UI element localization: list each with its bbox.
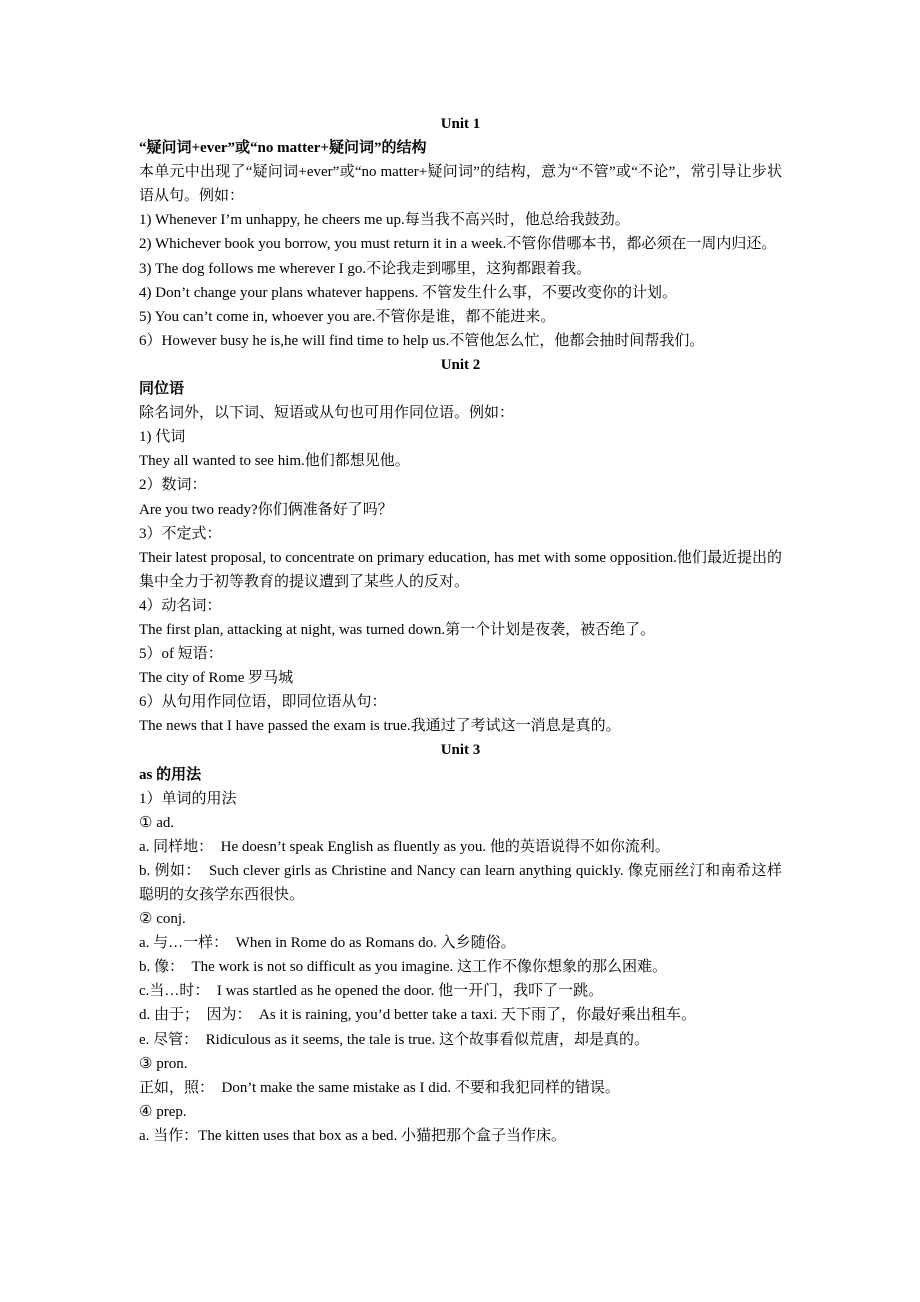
unit3-line: e. 尽管： Ridiculous as it seems, the tale is true. 这个故事看似荒唐，却是真的。 — [139, 1031, 649, 1048]
unit3-line: ② conj. — [139, 911, 186, 928]
unit1-example: 6）However busy he is,he will find time to help us.不管他怎么忙，他都会抽时间帮我们。 — [139, 332, 705, 349]
unit2-line: The first plan, attacking at night, was turned down.第一个计划是夜袭，被否绝了。 — [139, 621, 656, 638]
unit3-line: b. 例如： Such clever girls as Christine and Nancy can learn anything quickly. 像克丽丝汀和南希这样聪明的女孩学东西很快。 — [139, 862, 782, 903]
unit3-line: a. 当作：The kitten uses that box as a bed. 小猫把那个盒子当作床。 — [139, 1127, 567, 1144]
unit1-example: 3) The dog follows me wherever I go.不论我走到哪里，这狗都跟着我。 — [139, 260, 592, 277]
unit2-line: 6）从句用作同位语，即同位语从句： — [139, 694, 387, 711]
unit3-line: ④ prep. — [139, 1103, 187, 1120]
unit2-line: 2）数词： — [139, 477, 207, 494]
unit2-line: The news that I have passed the exam is true.我通过了考试这一消息是真的。 — [139, 718, 621, 735]
unit1-heading: Unit 1 — [440, 116, 481, 132]
unit2-line: 1) 代词 — [139, 429, 186, 446]
unit3-title: as 的用法 — [139, 766, 202, 783]
unit3-line: a. 与…一样： When in Rome do as Romans do. 入乡随俗。 — [139, 935, 516, 952]
unit2-line: 5）of 短语： — [139, 646, 223, 663]
unit2-line: 4）动名词： — [139, 597, 222, 614]
unit2-line: Their latest proposal, to concentrate on primary education, has met with some opposition.他们最近提出的集中全力于初等教育的提议遭到了某些人的反对。 — [139, 549, 782, 590]
unit1-example: 2) Whichever book you borrow, you must return it in a week.不管你借哪本书，都必须在一周内归还。 — [139, 236, 777, 253]
unit2-line: The city of Rome 罗马城 — [139, 670, 294, 687]
unit3-line: ③ pron. — [139, 1055, 188, 1072]
unit3-line: d. 由于； 因为： As it is raining, you’d better take a taxi. 天下雨了，你最好乘出租车。 — [139, 1007, 697, 1024]
unit2-line: 3）不定式： — [139, 525, 222, 542]
unit2-intro: 除名词外，以下词、短语或从句也可用作同位语。例如： — [139, 405, 515, 422]
unit1-intro: 本单元中出现了“疑问词+ever”或“no matter+疑问词”的结构，意为“不管”或“不论”，常引导让步状语从句。例如： — [139, 164, 782, 205]
unit2-title: 同位语 — [139, 381, 185, 398]
unit1-example: 1) Whenever I’m unhappy, he cheers me up.每当我不高兴时，他总给我鼓劲。 — [139, 212, 630, 229]
unit2-line: Are you two ready?你们俩准备好了吗？ — [139, 501, 393, 518]
unit3-line: ① ad. — [139, 814, 175, 831]
unit3-line: b. 像： The work is not so difficult as you imagine. 这工作不像你想象的那么困难。 — [139, 959, 668, 976]
unit3-line: 1）单词的用法 — [139, 790, 237, 807]
unit3-line: a. 同样地： He doesn’t speak English as fluently as you. 他的英语说得不如你流利。 — [139, 838, 670, 855]
unit3-line: c.当…时： I was startled as he opened the door. 他一开门，我吓了一跳。 — [139, 983, 604, 1000]
unit2-line: They all wanted to see him.他们都想见他。 — [139, 453, 410, 470]
document-page — [139, 112, 782, 1148]
unit1-example: 5) You can’t come in, whoever you are.不管你是谁，都不能进来。 — [139, 308, 556, 325]
unit3-line: 正如，照： Don’t make the same mistake as I did. 不要和我犯同样的错误。 — [139, 1079, 620, 1096]
unit1-example: 4) Don’t change your plans whatever happens. 不管发生什么事，不要改变你的计划。 — [139, 284, 677, 301]
unit1-title: “疑问词+ever”或“no matter+疑问词”的结构 — [139, 140, 427, 157]
unit3-heading: Unit 3 — [440, 742, 481, 759]
unit2-heading: Unit 2 — [440, 356, 481, 373]
